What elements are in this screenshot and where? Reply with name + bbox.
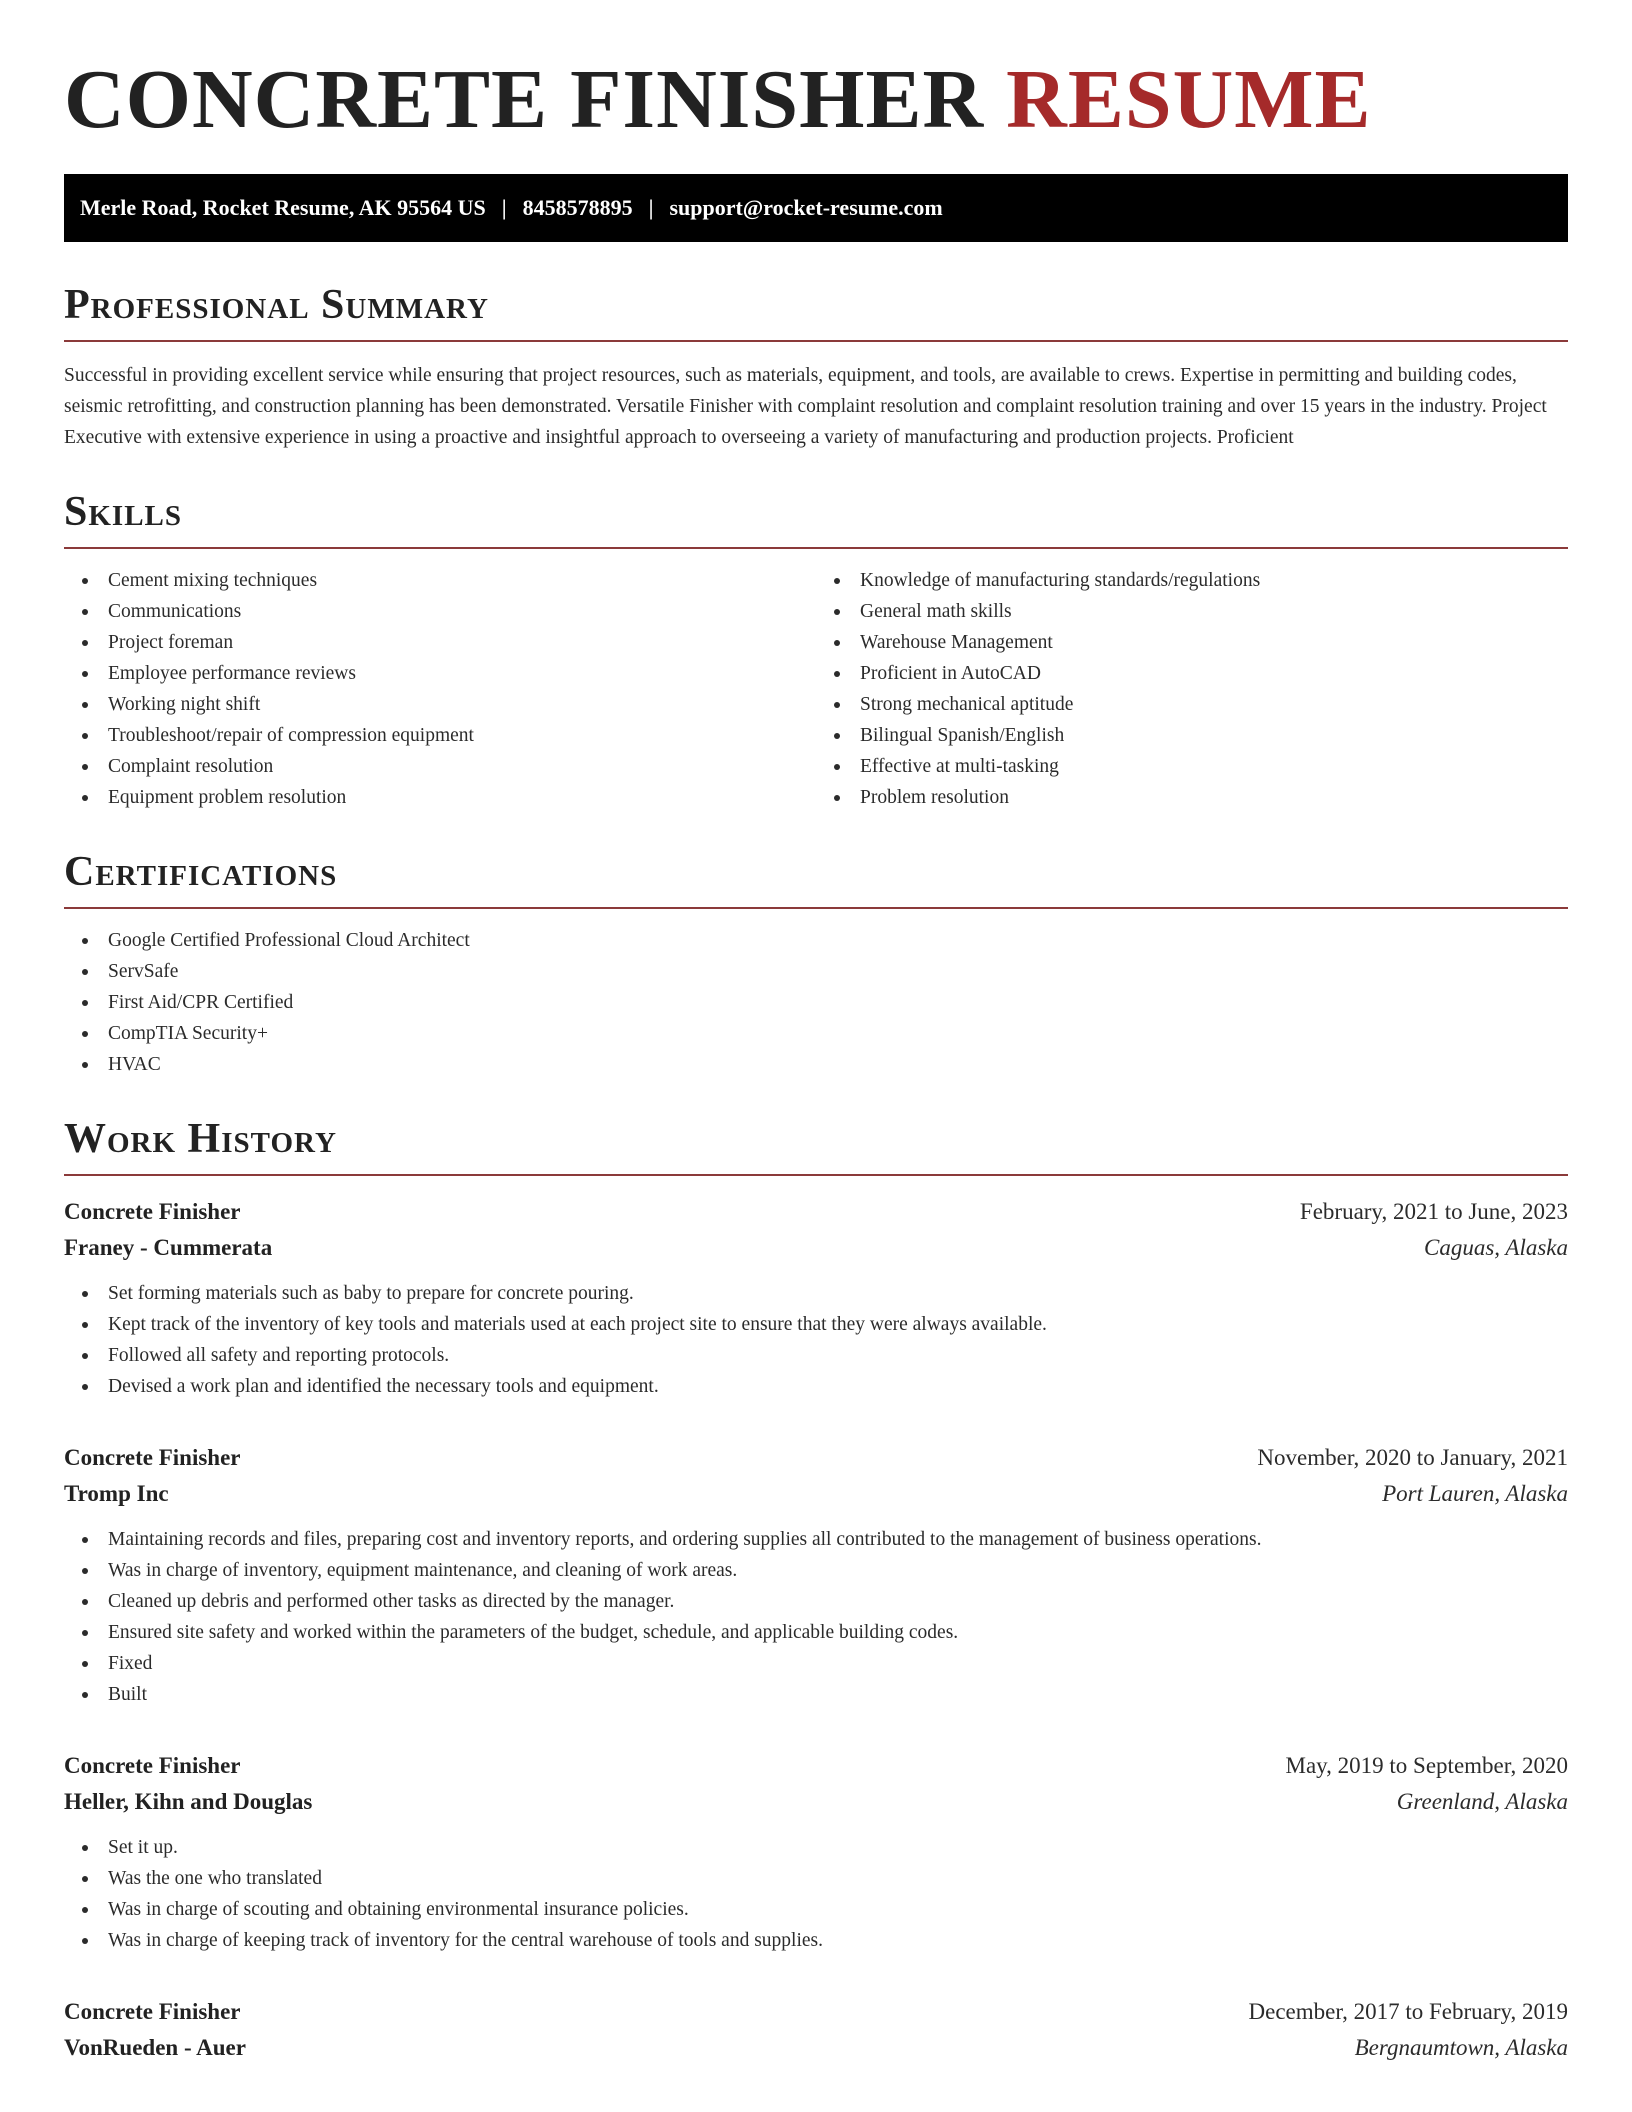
job-company: Heller, Kihn and Douglas (64, 1789, 313, 1814)
job-title: Concrete Finisher (64, 1199, 241, 1224)
job-duties-list (64, 1524, 1568, 1710)
job-header-row (64, 1194, 1568, 1230)
summary-text: Successful in providing excellent service while ensuring that project resources, such as materials, equipment, and tools, are available to crews. Expertise in permitting and building codes, seismic retrofitting, and construction planning has been demonstrated. Versatile Finisher with complaint resolution and complaint resolution training and over 15 years in the industry. Project Executive with extensive experience in using a proactive and insightful approach to overseeing a variety of manufacturing and production projects. Proficient (64, 365, 1547, 448)
job-duty: Built (64, 1679, 1568, 1710)
job-title: Concrete Finisher (64, 1999, 241, 2024)
job-duties-list (64, 1278, 1568, 1402)
skills-heading: Skills (64, 491, 1568, 549)
job-location: Greenland, Alaska (1396, 1789, 1568, 1814)
certification-item: First Aid/CPR Certified (64, 987, 1568, 1018)
certification-item: ServSafe (64, 956, 1568, 987)
summary-heading: Professional Summary (64, 284, 1568, 342)
contact-phone: 8458578895 (522, 195, 633, 220)
contact-bar (64, 174, 1568, 242)
skill-item: Bilingual Spanish/English (816, 720, 1568, 751)
job-duty: Set forming materials such as baby to prepare for concrete pouring. (64, 1278, 1568, 1309)
job-header-row (64, 1748, 1568, 1784)
certification-item: Google Certified Professional Cloud Architect (64, 925, 1568, 956)
contact-separator: | (648, 195, 654, 220)
job-duty: Kept track of the inventory of key tools and materials used at each project site to ensure that they were always available. (64, 1309, 1568, 1340)
job-duty: Set it up. (64, 1832, 1568, 1863)
job-duty: Was in charge of inventory, equipment maintenance, and cleaning of work areas. (64, 1555, 1568, 1586)
job-location: Caguas, Alaska (1424, 1235, 1568, 1260)
skill-item: Troubleshoot/repair of compression equipment (64, 720, 816, 751)
job-duty: Was in charge of scouting and obtaining environmental insurance policies. (64, 1894, 1568, 1925)
title-main: CONCRETE FINISHER (64, 53, 985, 146)
job-duty: Maintaining records and files, preparing cost and inventory reports, and ordering supplies all contributed to the management of business operations. (64, 1524, 1568, 1555)
skill-item: Strong mechanical aptitude (816, 689, 1568, 720)
job-company: Franey - Cummerata (64, 1235, 273, 1260)
job-company-row (64, 1476, 1568, 1512)
certification-item: CompTIA Security+ (64, 1018, 1568, 1049)
job-duty: Devised a work plan and identified the necessary tools and equipment. (64, 1371, 1568, 1402)
contact-address: Merle Road, Rocket Resume, AK 95564 US (80, 195, 486, 220)
skill-item: Warehouse Management (816, 627, 1568, 658)
job-duty: Followed all safety and reporting protocols. (64, 1340, 1568, 1371)
skills-list-right (816, 565, 1568, 813)
skills-columns (64, 565, 1568, 813)
certifications-heading: Certifications (64, 851, 1568, 909)
skill-item: Complaint resolution (64, 751, 816, 782)
job-company-row (64, 1784, 1568, 1820)
job-header-row (64, 1440, 1568, 1476)
job-location: Bergnaumtown, Alaska (1354, 2035, 1568, 2060)
resume-title (64, 0, 1568, 146)
job-company-row (64, 1230, 1568, 1266)
job-header-row (64, 1994, 1568, 2030)
job-entry (64, 1994, 1568, 2066)
skill-item: General math skills (816, 596, 1568, 627)
job-duties-list (64, 1832, 1568, 1956)
skill-item: Project foreman (64, 627, 816, 658)
job-entry (64, 1440, 1568, 1710)
skill-item: Equipment problem resolution (64, 782, 816, 813)
job-dates: December, 2017 to February, 2019 (1248, 1999, 1568, 2024)
certifications-list (64, 925, 1568, 1080)
job-duty: Fixed (64, 1648, 1568, 1679)
contact-separator: | (501, 195, 507, 220)
skill-item: Communications (64, 596, 816, 627)
job-duty: Ensured site safety and worked within the parameters of the budget, schedule, and applicable building codes. (64, 1617, 1568, 1648)
job-entry (64, 1748, 1568, 1956)
skill-item: Knowledge of manufacturing standards/regulations (816, 565, 1568, 596)
job-company-row (64, 2030, 1568, 2066)
skill-item: Proficient in AutoCAD (816, 658, 1568, 689)
title-accent: RESUME (1006, 53, 1372, 146)
job-title: Concrete Finisher (64, 1445, 241, 1470)
job-title: Concrete Finisher (64, 1753, 241, 1778)
skills-list-left (64, 565, 816, 813)
job-entry (64, 1194, 1568, 1402)
job-dates: November, 2020 to January, 2021 (1257, 1445, 1568, 1470)
work-history-heading: Work History (64, 1118, 1568, 1176)
job-dates: May, 2019 to September, 2020 (1285, 1753, 1568, 1778)
certification-item: HVAC (64, 1049, 1568, 1080)
job-duty: Was in charge of keeping track of inventory for the central warehouse of tools and supplies. (64, 1925, 1568, 1956)
skill-item: Employee performance reviews (64, 658, 816, 689)
skill-item: Effective at multi-tasking (816, 751, 1568, 782)
job-location: Port Lauren, Alaska (1382, 1481, 1568, 1506)
job-dates: February, 2021 to June, 2023 (1299, 1199, 1568, 1224)
job-company: Tromp Inc (64, 1481, 169, 1506)
skill-item: Working night shift (64, 689, 816, 720)
skill-item: Cement mixing techniques (64, 565, 816, 596)
job-duty: Cleaned up debris and performed other tasks as directed by the manager. (64, 1586, 1568, 1617)
skill-item: Problem resolution (816, 782, 1568, 813)
job-duty: Was the one who translated (64, 1863, 1568, 1894)
contact-email: support@rocket-resume.com (669, 195, 943, 220)
job-company: VonRueden - Auer (64, 2035, 246, 2060)
